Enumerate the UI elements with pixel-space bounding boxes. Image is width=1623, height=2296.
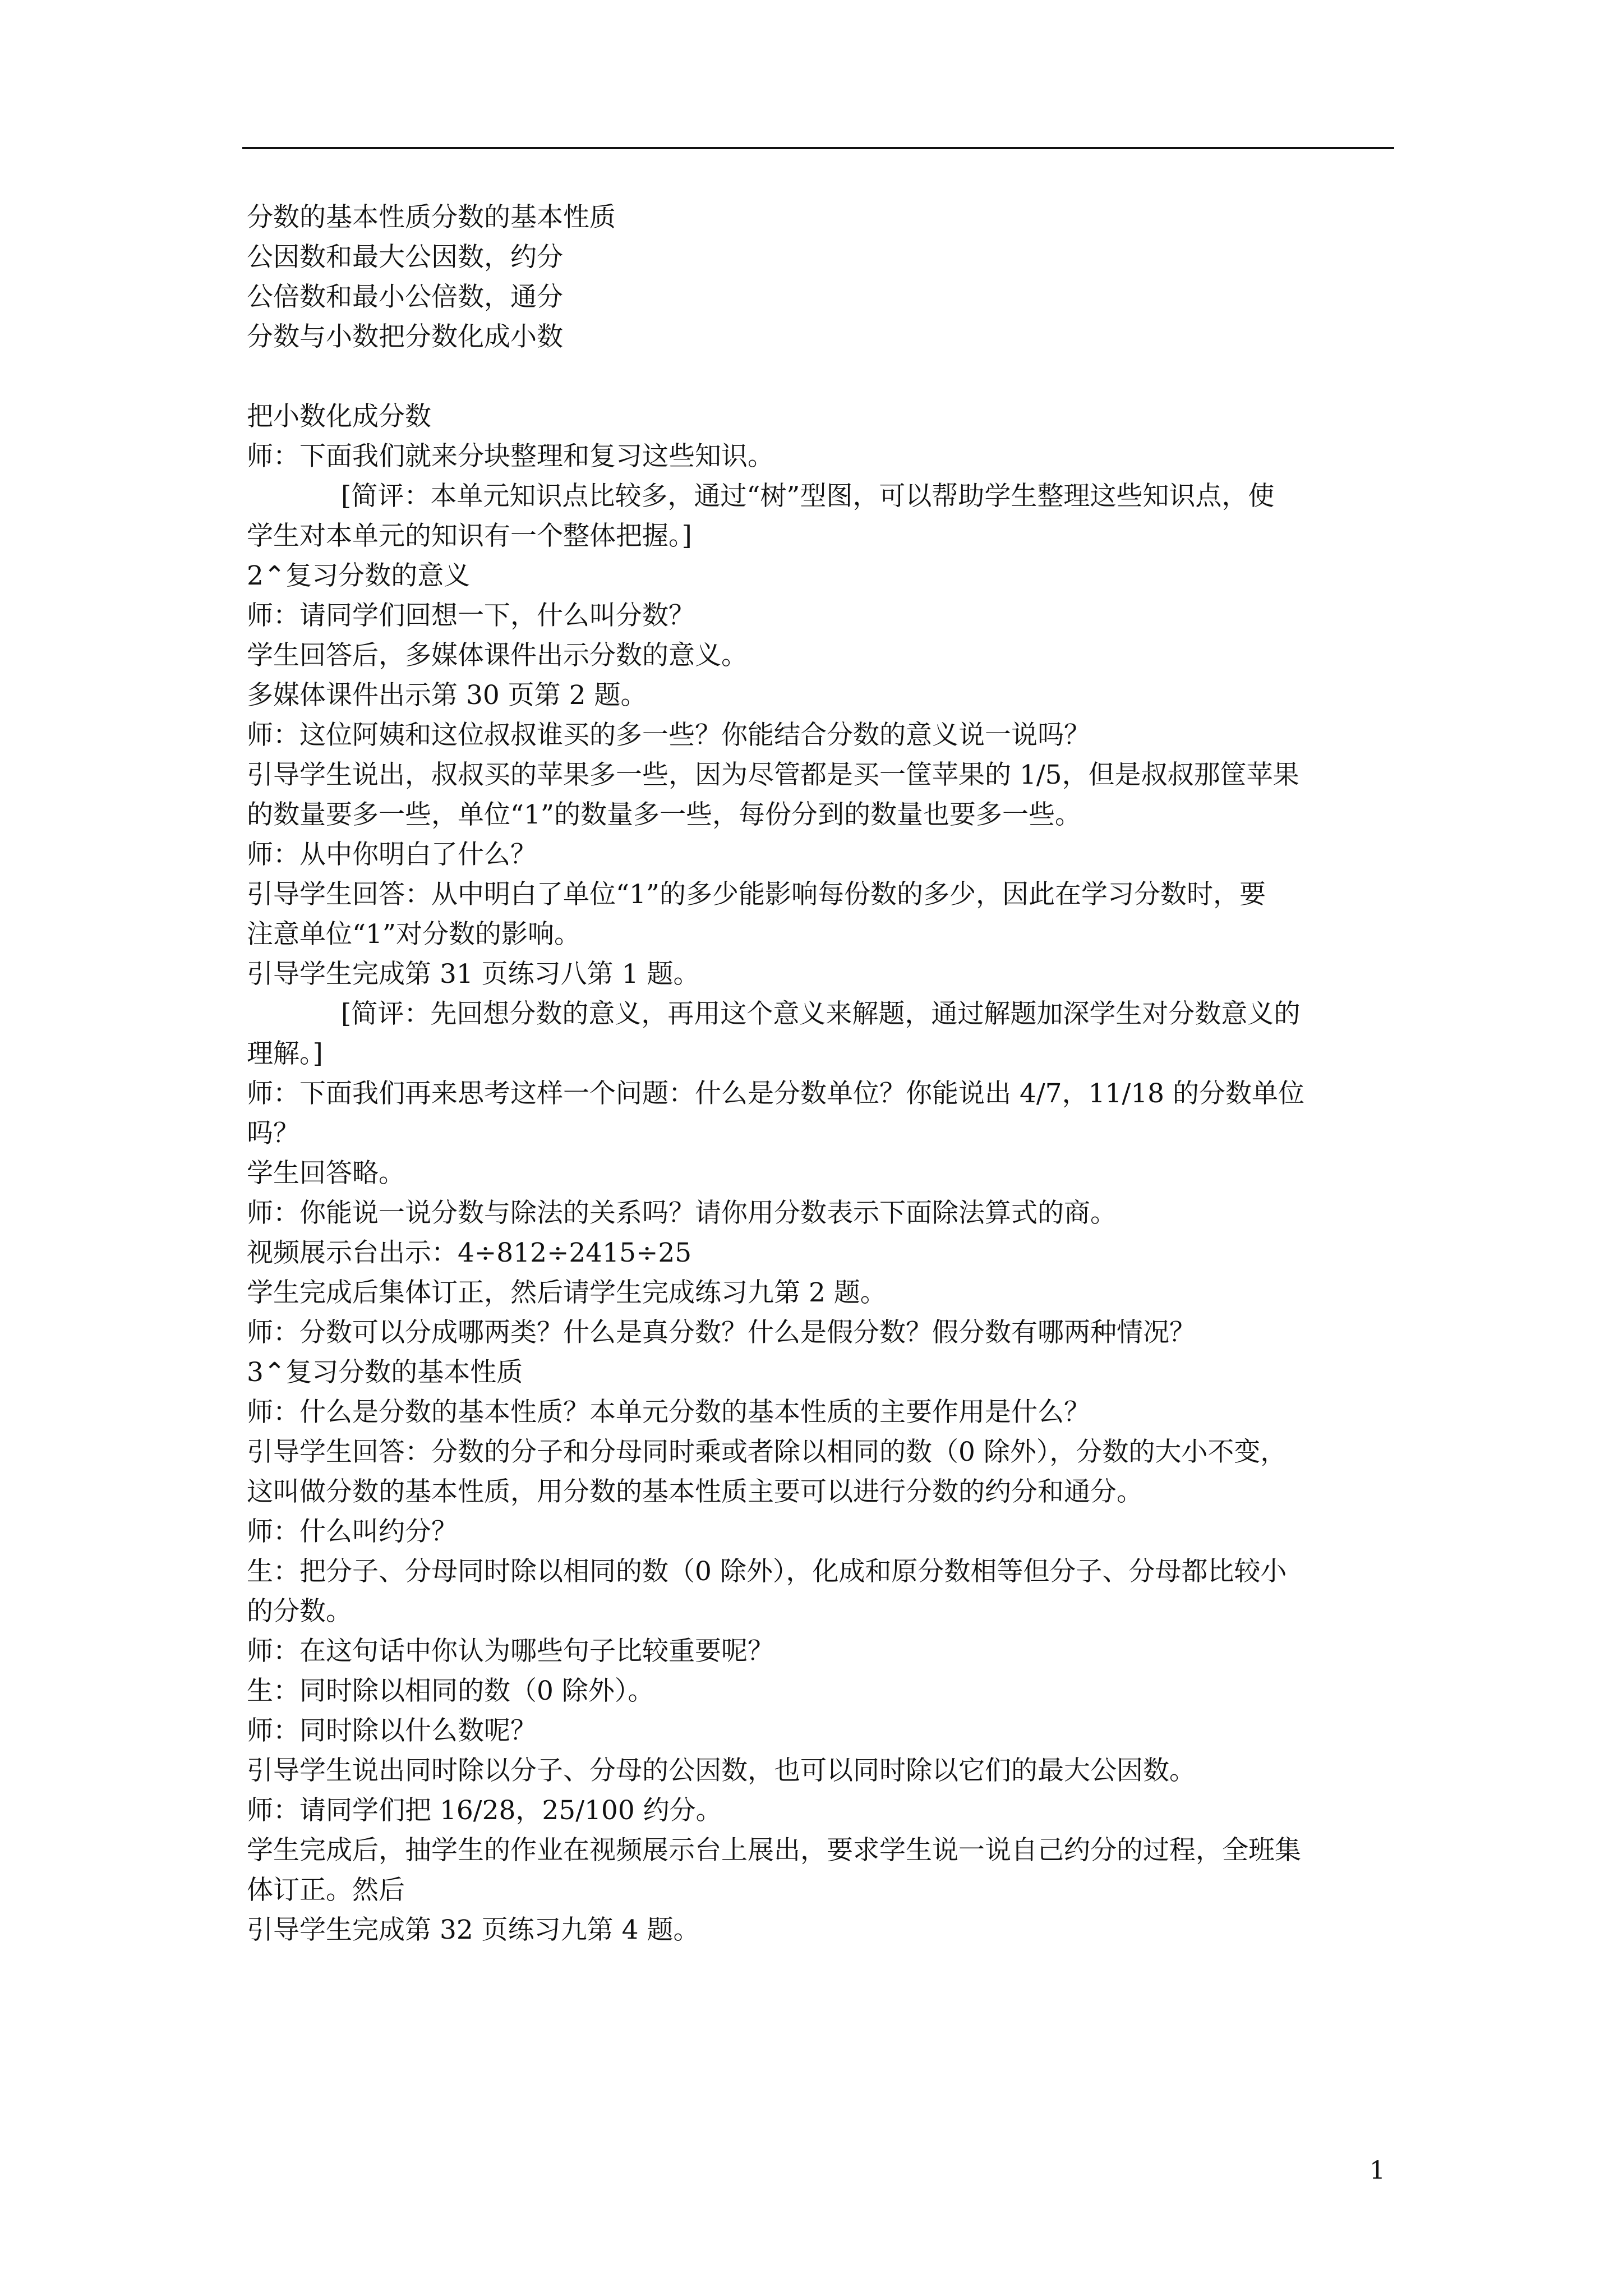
text-line: 引导学生完成第 32 页练习九第 4 题。 — [247, 1915, 700, 1945]
text-line: 公因数和最大公因数，约分 — [247, 242, 563, 273]
text-line: 引导学生回答：从中明白了单位“1”的多少能影响每份数的多少，因此在学习分数时，要 — [247, 879, 1266, 910]
text-line: 学生完成后，抽学生的作业在视频展示台上展出，要求学生说一说自己约分的过程，全班集 — [247, 1835, 1301, 1866]
text-line: 学生回答后，多媒体课件出示分数的意义。 — [247, 640, 748, 671]
text-line: 引导学生说出同时除以分子、分母的公因数，也可以同时除以它们的最大公因数。 — [247, 1755, 1196, 1786]
text-line: 公倍数和最小公倍数，通分 — [247, 282, 563, 312]
text-line: 理解。] — [247, 1038, 323, 1069]
text-line: 这叫做分数的基本性质，用分数的基本性质主要可以进行分数的约分和通分。 — [247, 1476, 1143, 1507]
paragraph-gap — [247, 357, 1394, 397]
text-line: 把小数化成分数 — [247, 401, 431, 432]
text-line: 师：在这句话中你认为哪些句子比较重要呢？ — [247, 1636, 774, 1667]
text-line: 吗？ — [247, 1118, 299, 1149]
text-line: 师：什么是分数的基本性质？本单元分数的基本性质的主要作用是什么？ — [247, 1397, 1090, 1428]
text-line: 师：分数可以分成哪两类？什么是真分数？什么是假分数？假分数有哪两种情况？ — [247, 1317, 1196, 1348]
text-line: 师：下面我们就来分块整理和复习这些知识。 — [247, 441, 774, 472]
section-heading: 3⌃复习分数的基本性质 — [247, 1357, 523, 1388]
text-line: 分数与小数把分数化成小数 — [247, 321, 563, 352]
text-line: 分数的基本性质分数的基本性质 — [247, 202, 616, 233]
text-line: 多媒体课件出示第 30 页第 2 题。 — [247, 680, 647, 711]
text-line: 学生回答略。 — [247, 1158, 405, 1189]
header-rule — [242, 147, 1394, 149]
text-line: 学生对本单元的知识有一个整体把握。] — [247, 521, 692, 551]
text-line: 引导学生说出，叔叔买的苹果多一些，因为尽管都是买一筐苹果的 1/5，但是叔叔那筐苹果 — [247, 760, 1299, 790]
text-line: 引导学生完成第 31 页练习八第 1 题。 — [247, 959, 700, 990]
text-line: 师：请同学们把 16/28，25/100 约分。 — [247, 1795, 722, 1826]
text-line: 学生完成后集体订正，然后请学生完成练习九第 2 题。 — [247, 1277, 887, 1308]
text-line: 师：什么叫约分？ — [247, 1516, 458, 1547]
text-line: 的数量要多一些，单位“1”的数量多一些，每份分到的数量也要多一些。 — [247, 799, 1081, 830]
section-heading: 2⌃复习分数的意义 — [247, 560, 471, 591]
text-line: 师：从中你明白了什么？ — [247, 839, 537, 870]
text-line: 师：请同学们回想一下，什么叫分数？ — [247, 600, 695, 631]
text-line: 师：你能说一说分数与除法的关系吗？请你用分数表示下面除法算式的商。 — [247, 1198, 1117, 1228]
text-line: 引导学生回答：分数的分子和分母同时乘或者除以相同的数（0 除外），分数的大小不变， — [247, 1437, 1287, 1467]
comment-line: [简评：先回想分数的意义，再用这个意义来解题，通过解题加深学生对分数意义的 — [341, 999, 1301, 1029]
text-line: 师：下面我们再来思考这样一个问题：什么是分数单位？你能说出 4/7，11/18 的分数单位 — [247, 1078, 1304, 1109]
text-line: 的分数。 — [247, 1596, 352, 1627]
text-line: 师：同时除以什么数呢？ — [247, 1715, 537, 1746]
comment-line: [简评：本单元知识点比较多，通过“树”型图，可以帮助学生整理这些知识点，使 — [341, 481, 1275, 512]
text-line: 生：同时除以相同的数（0 除外）。 — [247, 1676, 654, 1706]
text-line: 体订正。然后 — [247, 1875, 405, 1906]
text-line: 注意单位“1”对分数的影响。 — [247, 919, 580, 950]
text-line: 视频展示台出示：4÷812÷2415÷25 — [247, 1237, 692, 1268]
text-line: 生：把分子、分母同时除以相同的数（0 除外），化成和原分数相等但分子、分母都比较小 — [247, 1556, 1287, 1587]
page-number: 1 — [1370, 2156, 1385, 2185]
text-line: 师：这位阿姨和这位叔叔谁买的多一些？你能结合分数的意义说一说吗？ — [247, 720, 1090, 751]
document-body — [247, 197, 1394, 1950]
